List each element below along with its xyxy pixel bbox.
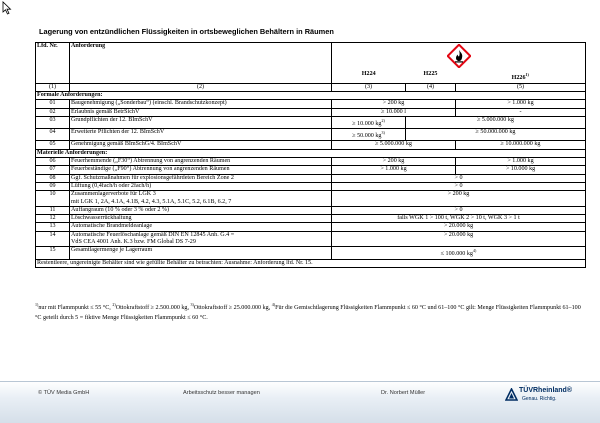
brand-slogan: Genau. Richtig. [522, 396, 557, 402]
header-row [36, 43, 586, 72]
row-value-all: > 0 [332, 182, 586, 190]
table-row [36, 108, 586, 116]
row-number: 03 [36, 116, 70, 128]
row-value-h224 [332, 129, 406, 141]
row-number: 15 [36, 247, 70, 259]
index-5: (5) [456, 83, 586, 91]
row-number: 12 [36, 215, 70, 223]
row-text-line1: Automatische Feuerlöschanlage gemäß DIN EN 12845 Anh. G.4 = [71, 231, 235, 238]
row-value-h225-h226: ≥ 50.000.000 kg [406, 129, 586, 141]
footer-divider [0, 381, 600, 382]
row-number: 08 [36, 174, 70, 182]
table-row [36, 100, 586, 108]
row-value-h226: > 1.000 kg [456, 158, 586, 166]
row-number: 05 [36, 141, 70, 149]
table-row [36, 215, 586, 223]
row-text: Auffangraum (10 % oder 3 % oder 2 %) [70, 206, 332, 214]
index-1: (1) [36, 83, 70, 91]
footer-topic: Arbeitsschutz besser managen [183, 390, 260, 396]
row-text [70, 231, 332, 247]
row-number: 04 [36, 129, 70, 141]
header-lfd-nr: Lfd. Nr. [36, 43, 70, 84]
row-text: Erlaubnis gemäß BetrSichV [70, 108, 332, 116]
footnote-marker: 3) [190, 302, 194, 307]
footer-copyright: © TÜV Media GmbH [38, 390, 90, 396]
page-title: Lagerung von entzündlichen Flüssigkeiten in ortsbeweglichen Behältern in Räumen [39, 27, 334, 36]
footnote-3: Ottokraftstoff ≥ 25.000.000 kg, [193, 305, 271, 312]
index-3: (3) [332, 83, 406, 91]
row-value-h226: > 1.000 kg [456, 100, 586, 108]
table-row [36, 247, 586, 259]
row-number: 06 [36, 158, 70, 166]
row-text: Erweiterte Pflichten der 12. BImSchV [70, 129, 332, 141]
table-row [36, 206, 586, 214]
footnote-ref: 1) [525, 72, 529, 78]
row-text-line2: mit LGK 1, 2A, 4.1A, 4.1B, 4.2, 4.3, 5.1A, 5.1C, 5.2, 6.1B, 6.2, 7 [71, 198, 232, 205]
row-number: 07 [36, 166, 70, 174]
row-text: Grundpflichten der 12. BImSchV [70, 116, 332, 128]
ghs-pictogram-cell [332, 43, 586, 72]
table-row [36, 174, 586, 182]
header-h226-label: H226 [511, 75, 526, 82]
table-row [36, 231, 586, 247]
mouse-cursor-icon [2, 1, 12, 15]
row-value-h224-h225: ≥ 10.000 l [332, 108, 456, 116]
tuv-rheinland-logo [505, 386, 595, 408]
row-value-h226: - [456, 108, 586, 116]
row-value-all: falls WGK 1 > 100 t, WGK 2 > 10 t, WGK 3 > 1 t [332, 215, 586, 223]
footer-author: Dr. Norbert Müller [381, 390, 426, 396]
row-value-h224-h225: > 200 kg [332, 158, 456, 166]
row-text-line2: VdS CEA 4001 Anh. K.3 bzw. FM Global DS 7-29 [71, 239, 196, 246]
row-number: 09 [36, 182, 70, 190]
table-row [36, 191, 586, 207]
index-row [36, 83, 586, 91]
row-text: Genehmigung gemäß BImSchG/4. BImSchV [70, 141, 332, 149]
table-row [36, 141, 586, 149]
row-value-h224 [332, 116, 406, 128]
row-number: 13 [36, 223, 70, 231]
brand-name: TÜVRheinland® [519, 387, 572, 394]
row-number: 02 [36, 108, 70, 116]
row-value-text: ≤ 100.000 kg [440, 251, 473, 258]
row-text: Feuerbeständige („F90“) Abtrennung von angrenzenden Räumen [70, 166, 332, 174]
row-number: 14 [36, 231, 70, 247]
row-value-h225-h226: ≥ 5.000.000 kg [406, 116, 586, 128]
table-row [36, 158, 586, 166]
header-h226 [456, 71, 586, 83]
row-number: 11 [36, 206, 70, 214]
row-value-all: > 0 [332, 206, 586, 214]
row-text: Feuerhemmende („F30“) Abtrennung von angrenzenden Räumen [70, 158, 332, 166]
footnote-4: Für die Gemischtlagerung Flüssigkeiten Flammpunkt ≤ 60 °C und 61–100 °C gilt: Menge Flüssigkeiten Flammpunkt 61–100 °C geteilt durch 5 = fiktive Menge Flüssigkeiten Flammpunkt ≤ 60 °C. [35, 305, 581, 322]
row-number: 01 [36, 100, 70, 108]
row-value-all: > 20.000 kg [332, 223, 586, 231]
table-row [36, 166, 586, 174]
row-text: Löschwasserrückhaltung [70, 215, 332, 223]
row-value-all: > 20.000 kg [332, 231, 586, 247]
header-h225: H225 [406, 71, 456, 83]
flammable-hazard-icon [447, 44, 471, 68]
index-2: (2) [70, 83, 332, 91]
header-anforderung: Anforderung [70, 43, 332, 84]
section-formal-heading: Formale Anforderungen: [36, 91, 586, 99]
slide-footer [0, 381, 600, 423]
index-4: (4) [406, 83, 456, 91]
footnote-1: nur mit Flammpunkt ≤ 55 °C, [38, 305, 111, 312]
row-text: Lüftung (0,4fach/h oder 2fach/h) [70, 182, 332, 190]
restentleerung-note: Restentleere, ungereinigte Behälter sind wie gefüllte Behälter zu betrachten: Ausnahme: Anforderung lfd. Nr. 15. [36, 259, 586, 267]
row-value-h224-h225: > 200 kg [332, 100, 456, 108]
row-value-h226: ≥ 10.000.000 kg [456, 141, 586, 149]
row-value-all: > 200 kg [332, 191, 586, 207]
table-row [36, 182, 586, 190]
row-value-all [332, 247, 586, 259]
row-text: Ggf. Schutzmaßnahmen für explosionsgefährdeten Bereich Zone 2 [70, 174, 332, 182]
table-row [36, 129, 586, 141]
footnote-marker: 1) [35, 302, 39, 307]
row-text-line1: Zusammenlagerverbote für LGK 3 [71, 191, 156, 198]
header-h224: H224 [332, 71, 406, 83]
table-row [36, 223, 586, 231]
row-text: Gesamtlagermenge je Lagerraum [70, 247, 332, 259]
footnote-2: Ottokraftstoff ≥ 2.500.000 kg, [115, 305, 190, 312]
footnote-ref: 3) [381, 130, 385, 136]
section-material-heading: Materielle Anforderungen: [36, 149, 586, 157]
row-text: Automatische Brandmeldeanlage [70, 223, 332, 231]
table-row [36, 116, 586, 128]
row-text [70, 191, 332, 207]
row-value-h224-h225: ≥ 5.000.000 kg [332, 141, 456, 149]
footnote-ref: 4) [472, 248, 477, 254]
footnote-marker: 4) [271, 302, 276, 307]
footnotes [35, 300, 585, 323]
row-text: Baugenehmigung („Sonderbau“) (einschl. Brandschutzkonzept) [70, 100, 332, 108]
row-value-h224-h225: > 1.000 kg [332, 166, 456, 174]
row-value-h226: > 10.000 kg [456, 166, 586, 174]
footnote-marker: 2) [112, 302, 116, 307]
tuv-triangle-icon [505, 388, 518, 401]
row-value-all: > 0 [332, 174, 586, 182]
row-number: 10 [36, 191, 70, 207]
footnote-ref: 2) [381, 117, 385, 123]
row-value-text: ≥ 10.000 kg [352, 120, 382, 127]
row-value-text: ≥ 50.000 kg [352, 133, 382, 140]
regulation-table [35, 42, 586, 268]
